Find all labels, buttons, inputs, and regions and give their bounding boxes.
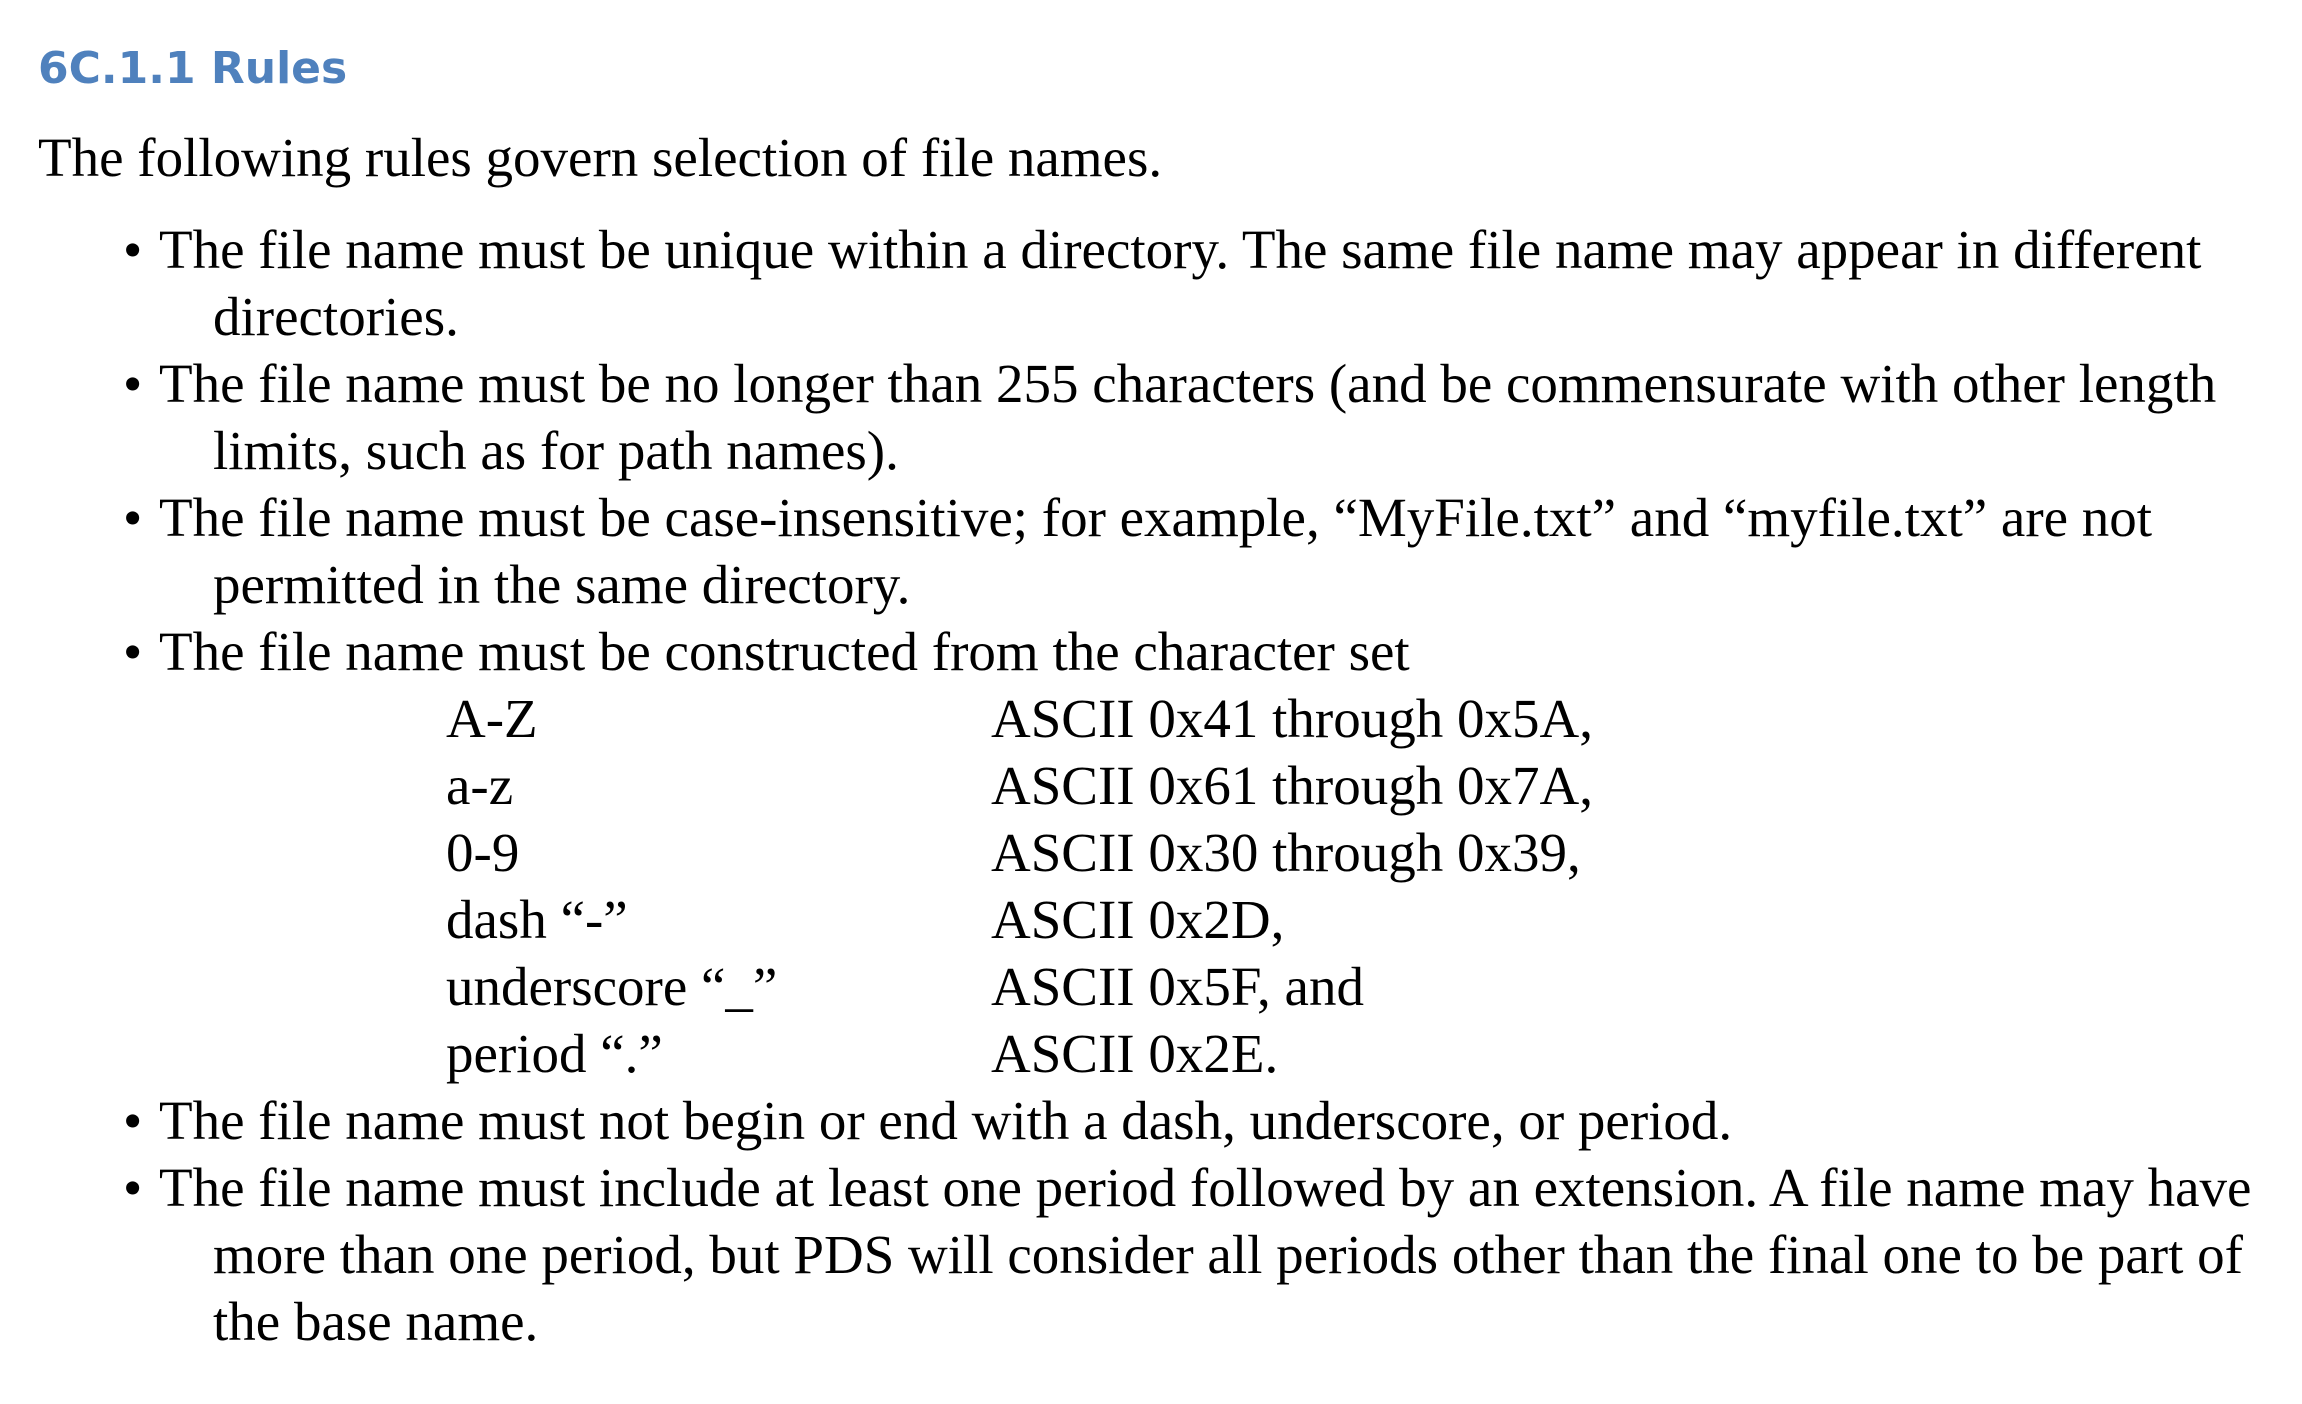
rule-text: The file name must be no longer than 255 characters (and be commensurate with other length limits, such as for path names). xyxy=(159,353,2217,481)
document-page xyxy=(38,36,2278,1355)
rule-item xyxy=(38,618,2278,1087)
rule-item xyxy=(38,1154,2278,1355)
charset-row xyxy=(213,752,2278,819)
bullet-icon: • xyxy=(123,353,143,414)
charset-characters: period “.” xyxy=(446,1023,663,1084)
bullet-icon: • xyxy=(123,1090,143,1151)
charset-row xyxy=(213,819,2278,886)
rule-text: The file name must be case-insensitive; for example, “MyFile.txt” and “myfile.txt” are not permitted in the same directory. xyxy=(159,487,2153,615)
charset-table xyxy=(213,685,2278,1087)
bullet-icon: • xyxy=(123,219,143,280)
charset-ascii-range: ASCII 0x2E. xyxy=(991,1023,1279,1084)
charset-row xyxy=(213,953,2278,1020)
rule-item xyxy=(38,484,2278,618)
section-heading: 6C.1.1 Rules xyxy=(38,43,348,94)
charset-characters: 0-9 xyxy=(446,822,520,883)
bullet-icon: • xyxy=(123,487,143,548)
rules-list xyxy=(38,216,2278,1355)
charset-row xyxy=(213,886,2278,953)
intro-paragraph: The following rules govern selection of file names. xyxy=(38,127,1163,188)
bullet-icon: • xyxy=(123,1157,143,1218)
rule-text: The file name must be constructed from the character set xyxy=(159,621,1410,682)
bullet-icon: • xyxy=(123,621,143,682)
charset-ascii-range: ASCII 0x2D, xyxy=(991,889,1285,950)
rule-text: The file name must be unique within a directory. The same file name may appear in different directories. xyxy=(159,219,2202,347)
charset-characters: dash “-” xyxy=(446,889,628,950)
charset-ascii-range: ASCII 0x61 through 0x7A, xyxy=(991,755,1593,816)
rule-text: The file name must include at least one period followed by an extension. A file name may have more than one period, but PDS will consider all periods other than the final one to be part of the base name. xyxy=(159,1157,2252,1352)
charset-characters: underscore “_” xyxy=(446,956,778,1017)
charset-ascii-range: ASCII 0x5F, and xyxy=(991,956,1364,1017)
rule-item xyxy=(38,1087,2278,1154)
charset-ascii-range: ASCII 0x41 through 0x5A, xyxy=(991,688,1593,749)
rule-text: The file name must not begin or end with a dash, underscore, or period. xyxy=(159,1090,1733,1151)
charset-ascii-range: ASCII 0x30 through 0x39, xyxy=(991,822,1581,883)
charset-row xyxy=(213,1020,2278,1087)
charset-characters: a-z xyxy=(446,755,514,816)
charset-row xyxy=(213,685,2278,752)
rule-item xyxy=(38,350,2278,484)
charset-characters: A-Z xyxy=(446,688,538,749)
rule-item xyxy=(38,216,2278,350)
